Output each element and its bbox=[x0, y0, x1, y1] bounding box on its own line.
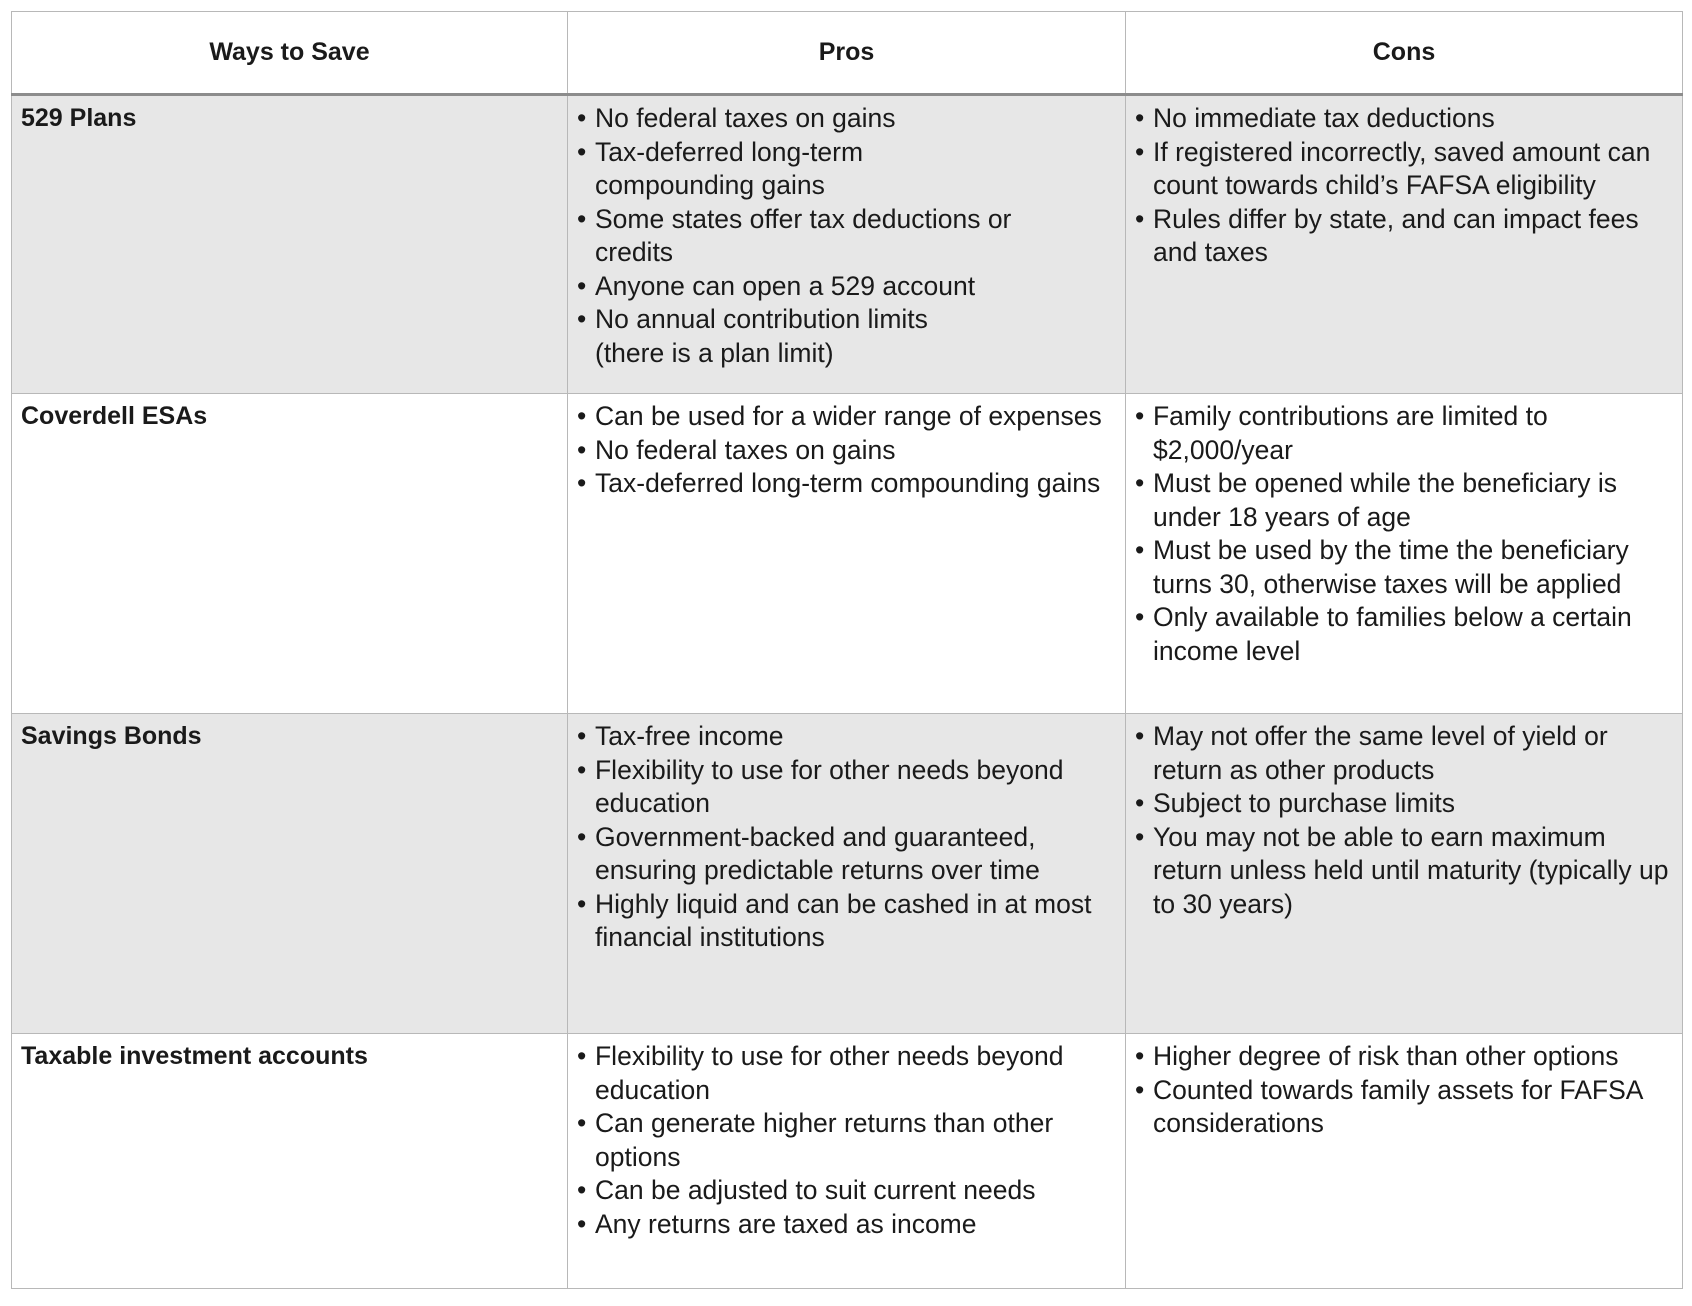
cons-list-item: • Must be used by the time the beneficiary turns 30, otherwise taxes will be applied bbox=[1135, 534, 1674, 601]
pros-list-item: • Anyone can open a 529 account bbox=[577, 270, 1117, 304]
pros-list-item: • No federal taxes on gains bbox=[577, 102, 1117, 136]
cons-list-item: • You may not be able to earn maximum return unless held until maturity (typically up to 30 years) bbox=[1135, 821, 1674, 922]
pros-list-item: • Can be adjusted to suit current needs bbox=[577, 1174, 1117, 1208]
pros-cell bbox=[568, 95, 1126, 394]
cons-list bbox=[1135, 1040, 1674, 1141]
pros-cell bbox=[568, 714, 1126, 1034]
cons-list-item: • Family contributions are limited to $2,000/year bbox=[1135, 400, 1674, 467]
cons-list-item: • Must be opened while the beneficiary is under 18 years of age bbox=[1135, 467, 1674, 534]
ways-to-save-comparison-table bbox=[11, 11, 1683, 1289]
cons-list-item: • Only available to families below a certain income level bbox=[1135, 601, 1674, 668]
way-name-cell: Savings Bonds bbox=[12, 714, 568, 1034]
pros-cell bbox=[568, 394, 1126, 714]
pros-list-item: • Highly liquid and can be cashed in at most financial institutions bbox=[577, 888, 1117, 955]
cons-list-item: • Higher degree of risk than other options bbox=[1135, 1040, 1674, 1074]
table-row-coverdell-esas bbox=[12, 394, 1683, 714]
cons-list-item: • No immediate tax deductions bbox=[1135, 102, 1674, 136]
pros-list-item: • Can generate higher returns than other options bbox=[577, 1107, 1117, 1174]
table-header-row bbox=[12, 12, 1683, 95]
pros-list-item: • Government-backed and guaranteed, ensuring predictable returns over time bbox=[577, 821, 1117, 888]
header-ways-to-save: Ways to Save bbox=[12, 12, 568, 95]
pros-list-item: • Flexibility to use for other needs beyond education bbox=[577, 1040, 1117, 1107]
pros-list-item: • Tax-deferred long-term compounding gains bbox=[577, 136, 1117, 203]
pros-list bbox=[577, 400, 1117, 501]
cons-list-item: • Subject to purchase limits bbox=[1135, 787, 1674, 821]
pros-list-item: • Any returns are taxed as income bbox=[577, 1208, 1117, 1242]
cons-cell bbox=[1126, 394, 1683, 714]
pros-list-item: • Tax-free income bbox=[577, 720, 1117, 754]
way-name-cell: Coverdell ESAs bbox=[12, 394, 568, 714]
way-name-cell: Taxable investment accounts bbox=[12, 1034, 568, 1289]
table-row-taxable-investment-accounts bbox=[12, 1034, 1683, 1289]
pros-list bbox=[577, 102, 1117, 370]
pros-list bbox=[577, 1040, 1117, 1241]
cons-list-item: • If registered incorrectly, saved amount can count towards child’s FAFSA eligibility bbox=[1135, 136, 1674, 203]
pros-list-item: • Some states offer tax deductions or credits bbox=[577, 203, 1117, 270]
cons-list-item: • May not offer the same level of yield or return as other products bbox=[1135, 720, 1674, 787]
pros-list-item: • No federal taxes on gains bbox=[577, 434, 1117, 468]
cons-list bbox=[1135, 102, 1674, 270]
pros-cell bbox=[568, 1034, 1126, 1289]
cons-list-item: • Counted towards family assets for FAFSA considerations bbox=[1135, 1074, 1674, 1141]
table-row-savings-bonds bbox=[12, 714, 1683, 1034]
cons-cell bbox=[1126, 1034, 1683, 1289]
cons-list bbox=[1135, 400, 1674, 668]
pros-list-item: • Tax-deferred long-term compounding gains bbox=[577, 467, 1117, 501]
cons-list-item: • Rules differ by state, and can impact fees and taxes bbox=[1135, 203, 1674, 270]
pros-list-item: • Can be used for a wider range of expenses bbox=[577, 400, 1117, 434]
cons-list bbox=[1135, 720, 1674, 921]
pros-list bbox=[577, 720, 1117, 955]
header-cons: Cons bbox=[1126, 12, 1683, 95]
comparison-table-container bbox=[11, 11, 1682, 1289]
cons-cell bbox=[1126, 714, 1683, 1034]
header-pros: Pros bbox=[568, 12, 1126, 95]
pros-list-item: • Flexibility to use for other needs beyond education bbox=[577, 754, 1117, 821]
cons-cell bbox=[1126, 95, 1683, 394]
way-name-cell: 529 Plans bbox=[12, 95, 568, 394]
pros-list-item: • No annual contribution limits (there is a plan limit) bbox=[577, 303, 1117, 370]
table-row-529-plans bbox=[12, 95, 1683, 394]
